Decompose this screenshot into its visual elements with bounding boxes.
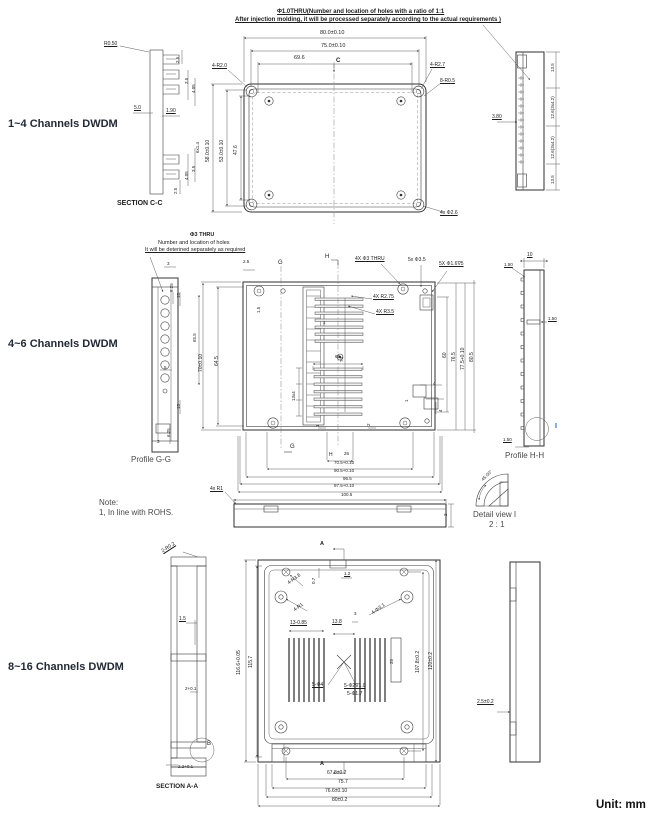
- dim-label: 4x Φ2.6: [440, 210, 458, 216]
- dim-label: 77.5+0.10: [460, 347, 466, 370]
- section-label-4-6-channels: 4~6 Channels DWDM: [8, 338, 118, 350]
- dim-label: After injection molding, it will be processed separately according to the actual requirements ): [235, 17, 502, 23]
- dim-label: 4-Φ3.1: [370, 602, 387, 617]
- s2-profile-hh: [512, 258, 549, 447]
- dim-label: 120±0.2: [428, 651, 434, 670]
- dim-label: 6.25: [166, 428, 171, 437]
- dim-label: 2.5±0.2: [477, 699, 494, 705]
- section-label-1-4-channels: 1~4 Channels DWDM: [8, 118, 118, 130]
- s3-right-view: [497, 562, 540, 762]
- dim-label: 15: [176, 403, 181, 409]
- dim-label: Φ1.0THRU(Number and location of holes with a ratio of 1:1: [277, 9, 445, 15]
- dim-label: 76.5: [451, 352, 457, 362]
- dim-label: 15: [176, 292, 181, 298]
- dim-label: 5x Φ3.5: [408, 257, 426, 263]
- dim-label: Φ3 THRU: [190, 232, 215, 238]
- dim-label: 6x1.4: [195, 141, 200, 153]
- dim-label: 26: [344, 451, 350, 456]
- dim-label: Detail view I: [473, 510, 517, 519]
- dim-label: 65: [335, 354, 341, 359]
- dim-label: 10: [527, 252, 533, 258]
- dim-label: 76.6±0.10: [325, 788, 348, 794]
- dim-label: R0.50: [104, 41, 118, 47]
- dim-label: B: [207, 741, 212, 747]
- dim-label: SECTION C-C: [117, 200, 163, 207]
- dim-label: 5-Φ2∇1.0: [344, 683, 366, 689]
- dim-label: 0.7: [311, 577, 316, 584]
- dim-label: 4X Φ3 THRU: [355, 256, 385, 262]
- dim-label: 1, In line with ROHS.: [99, 508, 174, 517]
- dim-label: 1.50: [548, 316, 557, 321]
- dim-label: 4X R2.75: [373, 294, 394, 300]
- dim-label: 75.7: [338, 779, 348, 785]
- dim-label: 53.0±0.10: [219, 139, 225, 162]
- dim-label: 64.5: [214, 356, 220, 366]
- dim-label: 2+0.1: [185, 686, 197, 691]
- dim-label: 1: [404, 399, 409, 402]
- s1-right-profile: [483, 25, 560, 190]
- dim-label: 4x R1: [210, 486, 224, 492]
- dim-label: 107.8±0.2: [415, 650, 421, 673]
- dim-label: 2.5: [175, 56, 180, 63]
- unit-label: Unit: mm: [596, 799, 646, 811]
- dim-label: 1.90: [166, 108, 176, 114]
- dim-label: 69.6: [294, 55, 305, 61]
- dim-label: 13x4: [291, 391, 296, 401]
- dim-label: 2: [443, 513, 448, 516]
- dim-label: 13.5: [550, 175, 555, 184]
- dim-label: 74: [339, 356, 344, 362]
- s2-profile-gg: [150, 257, 199, 452]
- dim-label: 5.0: [134, 105, 141, 111]
- dim-label: 3: [354, 611, 357, 616]
- dim-label: 67.8±0.2: [327, 770, 347, 776]
- dim-label: H: [325, 254, 330, 260]
- dim-label: 100.5: [341, 492, 353, 497]
- dim-label: 58.0±0.10: [205, 139, 211, 162]
- dim-label: 1: [315, 424, 320, 427]
- dim-label: 2.5: [243, 259, 250, 264]
- dim-label: 2: [366, 423, 371, 426]
- dim-label: 4-R2.0: [212, 63, 228, 69]
- dim-label: 47.6: [233, 145, 239, 155]
- dim-label: 2.5: [173, 187, 178, 194]
- dim-label: 3: [157, 439, 160, 444]
- dim-label: 3.5: [191, 165, 196, 172]
- dim-label: 90.5+0.10: [334, 468, 355, 473]
- dim-label: 3.5: [184, 77, 189, 84]
- dim-label: 1.5: [256, 306, 261, 313]
- dim-label: 70±0.10: [198, 353, 204, 372]
- dim-label: 5: [164, 365, 167, 370]
- dim-label: 1.50: [503, 437, 512, 442]
- dim-label: 97.5+0.10: [334, 483, 355, 488]
- dim-label: 5-Φ4: [312, 682, 324, 688]
- dim-label: 4-R1: [292, 601, 305, 614]
- dim-label: 4: [438, 409, 443, 412]
- dim-label: 3.80: [492, 114, 502, 120]
- dim-label: 115.7: [248, 655, 254, 668]
- dim-label: Profile G-G: [131, 455, 172, 464]
- dim-label: 6.25: [169, 283, 174, 292]
- dim-label: 65.5: [192, 333, 197, 342]
- s3-main-view: [244, 549, 440, 806]
- dim-label: 1.2: [344, 571, 351, 576]
- dim-label: 1.5: [179, 616, 186, 622]
- dim-label: 1.50: [504, 262, 513, 267]
- dim-label: 96.5: [343, 476, 352, 481]
- dim-label: H: [329, 452, 333, 458]
- dim-label: 4-R3.8: [286, 572, 303, 587]
- dim-label: 5X Φ1.6∇5: [439, 261, 464, 267]
- dim-label: 70.5+0.10: [334, 460, 355, 465]
- dim-label: 5-Φ1.7: [347, 691, 363, 697]
- dim-label: It will be deterined separately as required: [145, 247, 246, 253]
- dim-label: Profile H-H: [505, 451, 545, 460]
- dim-label: 4.05: [191, 84, 196, 93]
- dim-label: 116.6+0.05: [236, 650, 242, 675]
- dim-label: 12.6(3x4.2): [550, 136, 555, 159]
- dim-label: 13.5: [550, 63, 555, 72]
- dim-label: Number and location of holes: [158, 240, 230, 246]
- dim-label: 2-R0.2: [160, 540, 177, 555]
- dim-label: Note:: [99, 498, 119, 507]
- dim-label: 80.0±0.10: [320, 30, 345, 36]
- dim-label: C: [336, 58, 341, 64]
- dim-label: 8-R0.5: [440, 78, 456, 84]
- dim-label: 4X R3.5: [376, 309, 395, 315]
- dim-label: 3: [167, 261, 170, 266]
- dim-label: 2 : 1: [489, 520, 505, 529]
- dim-label: 60: [442, 352, 448, 358]
- dim-label: G: [278, 260, 283, 266]
- dim-label: A: [320, 761, 324, 767]
- dim-label: I: [555, 423, 557, 430]
- dim-label: 80±0.2: [332, 797, 348, 803]
- dim-label: 12.6(3x4.2): [550, 96, 555, 119]
- section-label-8-16-channels: 8~16 Channels DWDM: [8, 661, 124, 673]
- dim-label: 80.5: [469, 352, 475, 362]
- dim-label: 13-0.85: [290, 620, 307, 626]
- dim-label: 4-R2.7: [430, 62, 446, 68]
- s1-main-view: [211, 36, 446, 224]
- dim-label: 45.00°: [480, 469, 494, 482]
- dim-label: 2.2+0.1: [178, 764, 194, 769]
- dim-label: SECTION A-A: [156, 783, 199, 790]
- dim-label: A: [320, 541, 324, 547]
- dim-label: 25: [389, 658, 394, 664]
- dim-label: G: [290, 444, 295, 450]
- dim-label: 13.8: [332, 619, 342, 625]
- dim-label: 4.05: [184, 171, 189, 180]
- dim-label: 1: [323, 320, 326, 325]
- dim-label: 4: [433, 381, 436, 386]
- dim-label: 75.0±0.10: [321, 43, 346, 49]
